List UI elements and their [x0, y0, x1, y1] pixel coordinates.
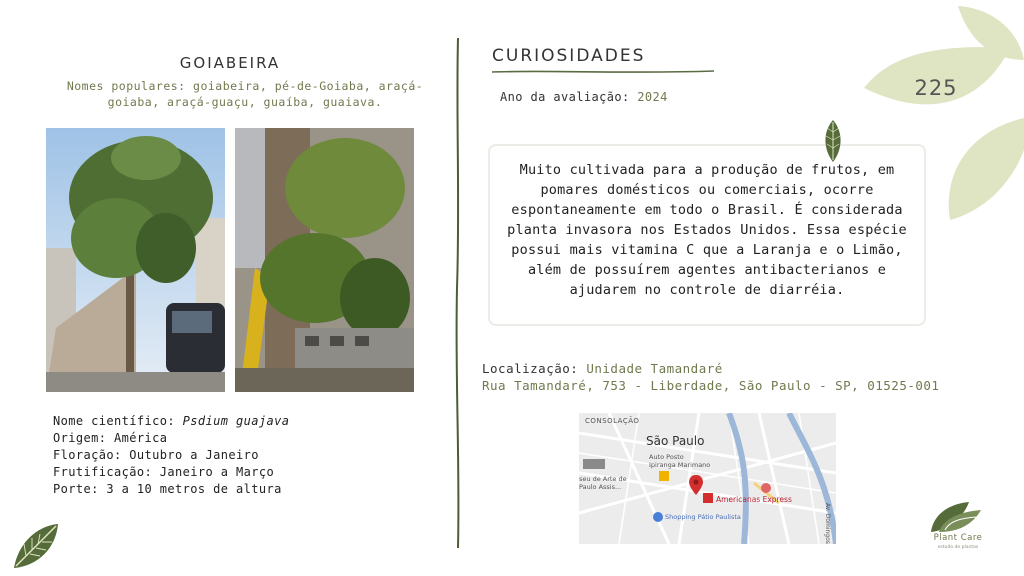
- fact-scientific-name: Nome científico: Psdium guajava: [53, 414, 290, 428]
- location-value: Unidade Tamandaré: [586, 361, 723, 376]
- leaf-icon-bottom-left: [12, 522, 60, 570]
- popular-names: [60, 78, 430, 110]
- address-text: Rua Tamandaré, 753 - Liberdade, São Paulo - SP, 01525-001: [482, 378, 940, 393]
- evaluation-year: [500, 90, 668, 104]
- leaf-shape-bottom: [949, 118, 1024, 220]
- fact-size: Porte: 3 a 10 metros de altura: [53, 482, 282, 496]
- species-title: GOIABEIRA: [179, 54, 281, 72]
- leaf-icon-card: [823, 120, 843, 162]
- location-row: [482, 360, 939, 377]
- fact-origin: Origem: América: [53, 431, 168, 445]
- section-title: CURIOSIDADES: [492, 46, 646, 66]
- vertical-divider: [455, 38, 461, 548]
- map-label-city: São Paulo: [646, 434, 705, 448]
- title-underline: [492, 68, 714, 76]
- year-label: Ano da avaliação:: [500, 90, 630, 104]
- fact-fruiting: Frutificação: Janeiro a Março: [53, 465, 275, 479]
- fact-flowering: Floração: Outubro a Janeiro: [53, 448, 259, 462]
- popular-names-label: Nomes populares:: [66, 79, 186, 93]
- map-label-posto: Auto Posto Ipiranga Marimano: [649, 453, 711, 469]
- map-label-av: Av. Domingos: [824, 503, 831, 544]
- brand-name: Plant Care: [933, 533, 983, 543]
- brand-logo-icon: [929, 500, 983, 534]
- year-value: 2024: [637, 90, 668, 104]
- location-block: [482, 360, 939, 394]
- map-label-consolacao: CONSOLAÇÃO: [585, 417, 640, 425]
- species-facts: [53, 413, 289, 498]
- brand-tagline: estudo de plantas: [937, 545, 979, 550]
- location-map[interactable]: [579, 413, 836, 544]
- curiosity-card: [488, 144, 926, 326]
- badge-number: 225: [914, 76, 958, 100]
- map-label-shopping: Shopping Pátio Paulista: [665, 513, 741, 521]
- popular-names-value: goiabeira, pé-de-Goiaba, araçá-goiaba, araçá-guaçu, guaíba, guaiava.: [107, 79, 424, 109]
- photo-guava-trunk: [235, 128, 414, 392]
- map-label-museu: seu de Arte de Paulo Assis...: [579, 475, 627, 491]
- curiosity-text: Muito cultivada para a produção de frutos, em pomares domésticos ou comerciais, ocorre espontaneamente em todo o Brasil. É considerada planta invasora nos Estados Unidos. Essa espécie possui mais vitamina C que a Laranja e o Limão, além de possuírem agentes antibacterianos e ajudarem no controle de diarréia.: [507, 162, 907, 298]
- map-label-americanas: Americanas Express: [716, 495, 792, 504]
- location-label: Localização:: [482, 361, 579, 376]
- photo-tree-street: [46, 128, 225, 392]
